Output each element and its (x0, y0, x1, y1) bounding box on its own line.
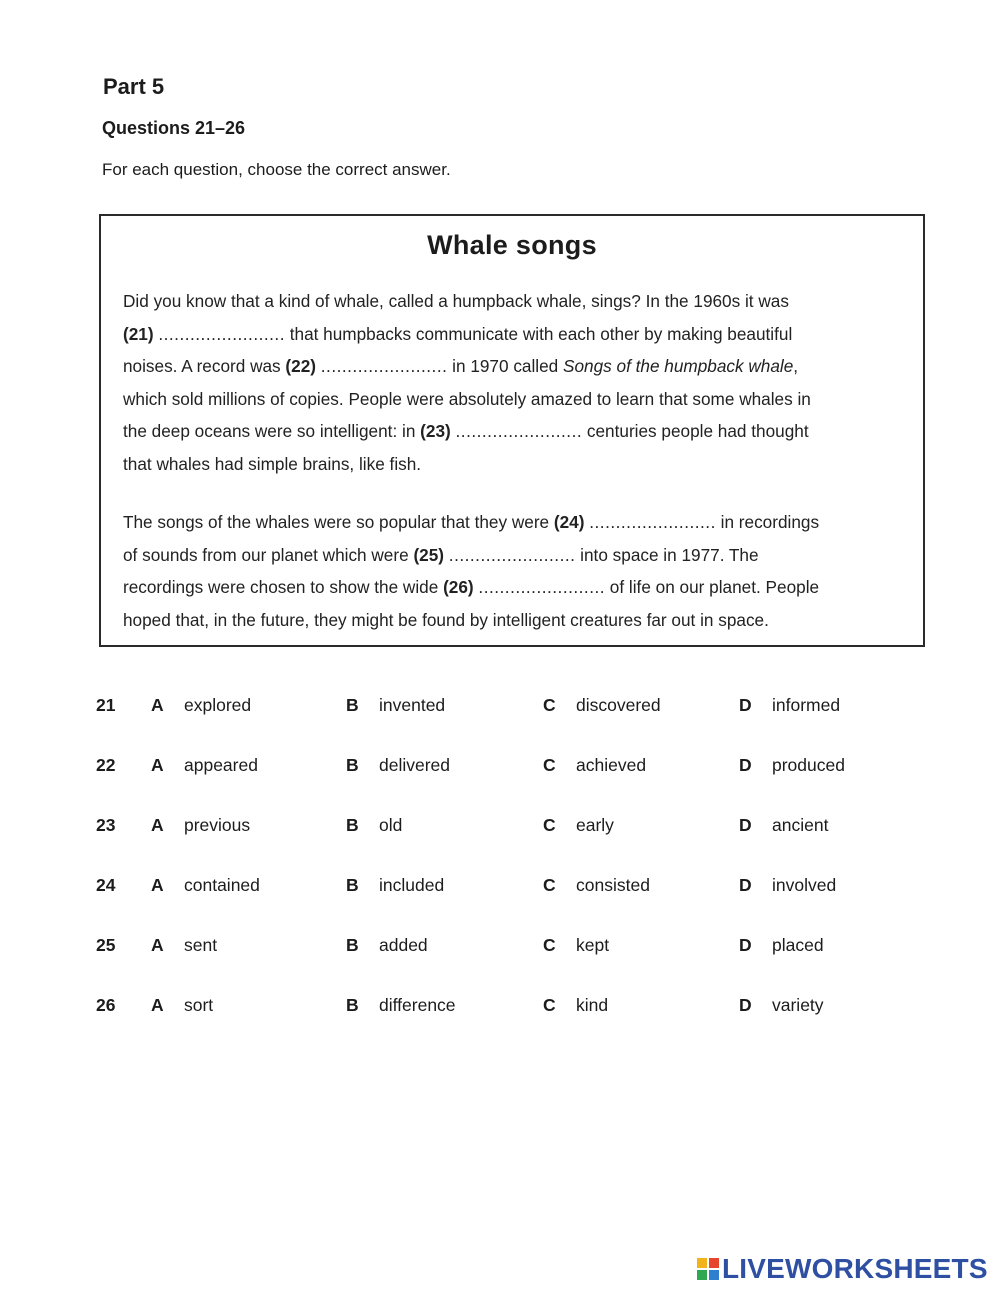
option-a[interactable]: sort (184, 995, 214, 1015)
option-d-letter: D (739, 755, 752, 775)
option-d[interactable]: involved (772, 875, 837, 895)
option-b-letter: B (346, 755, 359, 775)
option-c[interactable]: achieved (576, 755, 647, 775)
question-number: 24 (96, 875, 116, 895)
gap-22-blank[interactable]: ........................ (320, 356, 448, 376)
question-number: 22 (96, 755, 116, 775)
question-row-21 (0, 690, 1000, 720)
option-b-letter: B (346, 695, 359, 715)
gap-26-blank[interactable]: ........................ (478, 577, 606, 597)
option-c-letter: C (543, 935, 556, 955)
option-c[interactable]: discovered (576, 695, 661, 715)
passage-title: Whale songs (427, 230, 597, 260)
option-a-letter: A (151, 935, 164, 955)
gap-22-number: (22) (285, 356, 316, 376)
question-number: 26 (96, 995, 116, 1015)
option-a[interactable]: previous (184, 815, 251, 835)
option-d[interactable]: informed (772, 695, 841, 715)
option-a-letter: A (151, 815, 164, 835)
passage-line: noises. A record was (22) ........................ in 1970 called Songs of the humpback whale, (123, 356, 799, 376)
liveworksheets-logo (697, 1253, 988, 1285)
option-d[interactable]: produced (772, 755, 845, 775)
option-d-letter: D (739, 695, 752, 715)
passage-paragraph-1 (123, 285, 811, 480)
record-title: Songs of the humpback whale (563, 356, 794, 376)
question-row-26 (0, 990, 1000, 1020)
question-number: 23 (96, 815, 116, 835)
option-b[interactable]: difference (379, 995, 456, 1015)
passage-paragraph-2 (123, 506, 819, 636)
gap-23-blank[interactable]: ........................ (455, 421, 583, 441)
option-a-letter: A (151, 755, 164, 775)
part-title: Part 5 (103, 74, 165, 99)
option-c-letter: C (543, 815, 556, 835)
passage-line: of sounds from our planet which were (25) ........................ into space in 1977. The (123, 544, 759, 565)
passage-line: hoped that, in the future, they might be found by intelligent creatures far out in space. (123, 609, 769, 630)
option-d-letter: D (739, 815, 752, 835)
logo-square (697, 1270, 707, 1280)
logo-square (709, 1270, 719, 1280)
passage-line: recordings were chosen to show the wide (26) ........................ of life on our planet. People (123, 577, 820, 597)
option-d-letter: D (739, 995, 752, 1015)
option-a[interactable]: sent (184, 935, 218, 955)
gap-26-number: (26) (443, 577, 474, 597)
passage-line: The songs of the whales were so popular that they were (24) ........................ in recordings (123, 512, 820, 532)
option-c[interactable]: kept (576, 935, 610, 955)
question-row-22 (0, 750, 1000, 780)
option-d-letter: D (739, 935, 752, 955)
gap-24-number: (24) (553, 512, 585, 532)
option-d[interactable]: placed (772, 935, 824, 955)
option-a[interactable]: contained (184, 875, 260, 895)
option-b[interactable]: delivered (379, 755, 451, 775)
option-c[interactable]: early (576, 815, 614, 835)
option-c-letter: C (543, 695, 556, 715)
option-b[interactable]: added (379, 935, 428, 955)
passage-line: the deep oceans were so intelligent: in (23) ........................ centuries people had thought (123, 421, 809, 441)
option-b-letter: B (346, 875, 359, 895)
option-c-letter: C (543, 755, 556, 775)
option-a[interactable]: appeared (184, 755, 258, 775)
question-number: 21 (96, 695, 116, 715)
logo-square (709, 1258, 719, 1268)
option-c-letter: C (543, 995, 556, 1015)
question-row-24 (0, 870, 1000, 900)
passage-line: (21) ........................ that humpbacks communicate with each other by making beautiful (123, 323, 793, 344)
option-d[interactable]: variety (772, 995, 824, 1015)
liveworksheets-logo-icon (697, 1258, 719, 1280)
option-b-letter: B (346, 815, 359, 835)
instructions: For each question, choose the correct answer. (102, 160, 451, 179)
reading-passage-box (99, 214, 925, 647)
gap-25-blank[interactable]: ........................ (448, 544, 576, 565)
option-b[interactable]: old (379, 815, 403, 835)
option-a-letter: A (151, 875, 164, 895)
gap-21-number: (21) (123, 323, 154, 344)
gap-25-number: (25) (413, 544, 445, 565)
option-d-letter: D (739, 875, 752, 895)
question-row-25 (0, 930, 1000, 960)
option-b[interactable]: included (379, 875, 445, 895)
option-c[interactable]: consisted (576, 875, 650, 895)
gap-24-blank[interactable]: ........................ (589, 512, 716, 532)
gap-21-blank[interactable]: ........................ (158, 323, 285, 344)
logo-text: LIVEWORKSHEETS (722, 1253, 988, 1284)
logo-square (697, 1258, 707, 1268)
option-a-letter: A (151, 695, 164, 715)
option-b-letter: B (346, 995, 359, 1015)
option-a-letter: A (151, 995, 164, 1015)
option-c[interactable]: kind (576, 995, 609, 1015)
option-c-letter: C (543, 875, 556, 895)
gap-23-number: (23) (420, 421, 451, 441)
option-a[interactable]: explored (184, 695, 252, 715)
passage-line: that whales had simple brains, like fish. (123, 453, 422, 474)
passage-line: which sold millions of copies. People were absolutely amazed to learn that some whales in (123, 388, 811, 409)
option-d[interactable]: ancient (772, 815, 829, 835)
question-row-23 (0, 810, 1000, 840)
passage-line: Did you know that a kind of whale, called a humpback whale, sings? In the 1960s it was (123, 291, 789, 311)
question-number: 25 (96, 935, 116, 955)
option-b-letter: B (346, 935, 359, 955)
option-b[interactable]: invented (379, 695, 446, 715)
questions-range: Questions 21–26 (102, 118, 246, 138)
